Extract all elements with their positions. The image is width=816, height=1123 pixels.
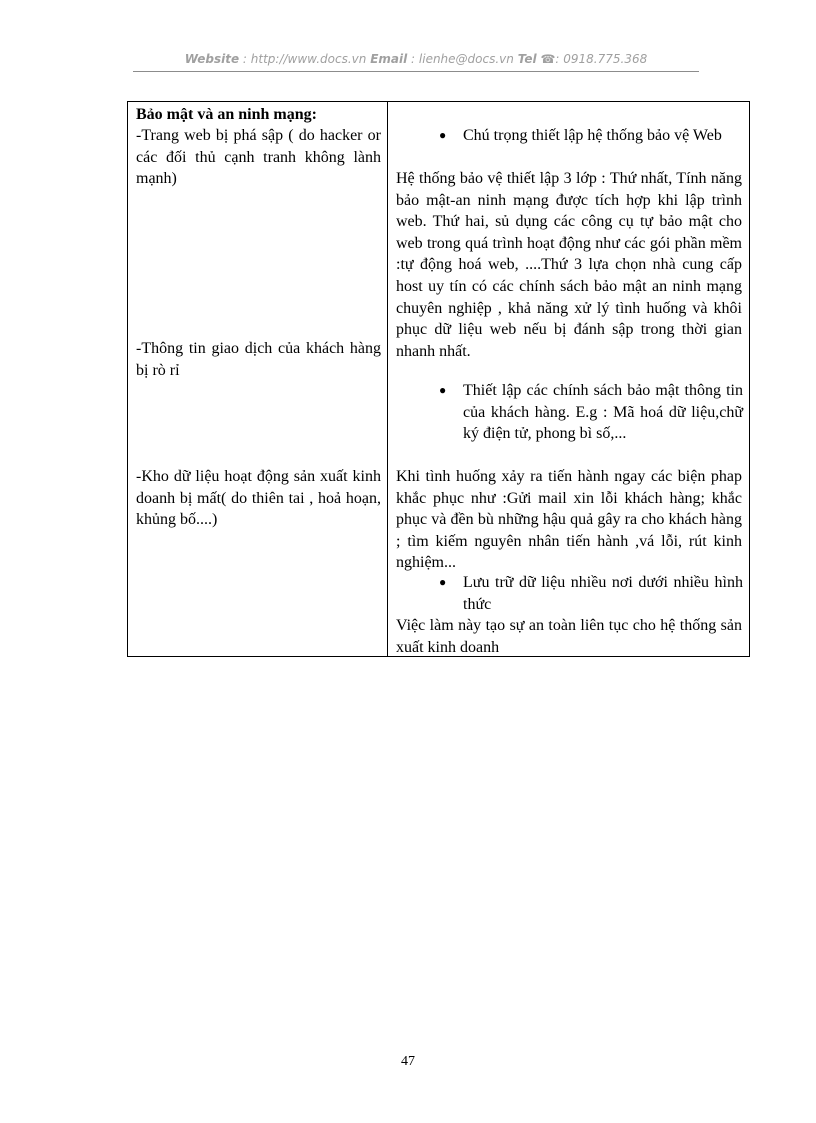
protection-paragraph [396,168,742,362]
bullet-icon: ● [439,383,447,397]
bullet-text-backup: Lưu trữ dữ liệu nhiều nơi dưới nhiều hình thức [463,574,743,613]
page-header [133,52,699,70]
risk-item-data-loss: -Kho dữ liệu hoạt động sản xuất kinh doanh bị mất( do thiên tai , hoả hoạn, khủng bố....) [136,468,381,529]
incident-paragraph [396,466,742,574]
table-right-column [388,102,749,656]
email-label: Email [370,52,408,66]
incident-text: Khi tình huống xảy ra tiến hành ngay các biện phap khắc phục như :Gửi mail xin lỗi khách hàng; khắc phục và đền bù những hậu quả gây ra cho khách hàng ; tìm kiếm nguyên nhân tiến hành ,vá lỗi, rút kinh nghiệm... [396,468,742,572]
website-value: : http://www.docs.vn [242,52,367,66]
page-number: 47 [401,1054,415,1069]
tel-label: Tel [517,52,537,66]
risk-item-website-crash: -Trang web bị phá sập ( do hacker or các đối thủ cạnh tranh không lành mạnh) [136,127,381,188]
bullet-icon: ● [439,575,447,589]
header-rule [133,71,699,72]
email-value: : lienhe@docs.vn [411,52,514,66]
website-label: Website [184,52,240,66]
continuity-paragraph [396,615,742,658]
continuity-text: Việc làm này tạo sự an toàn liên tục cho hệ thống sản xuất kinh doanh [396,617,742,656]
table-left-column [128,102,388,656]
bullet-item [439,125,743,147]
bullet-item [439,380,743,445]
content-table [127,101,750,657]
tel-value: : 0918.775.368 [555,52,648,66]
protection-text: Hệ thống bảo vệ thiết lập 3 lớp : Thứ nhất, Tính năng bảo mật-an ninh mạng được tích hợp khi lập trình web. Thứ hai, sủ dụng các công cụ tự bảo mật cho web trong quá trình hoạt động như các gói phần mềm :tự động hoá web, ....Thứ 3 lựa chọn nhà cung cấp host uy tín có các chính sách bảo mật an ninh mạng chuyên nghiệp , khả năng xử lý tình huống và khôi phục dữ liệu web nếu bị đánh sập trong thời gian nhanh nhất. [396,170,742,360]
risk-item-data-leak: -Thông tin giao dịch của khách hàng bị rò rỉ [136,340,381,379]
bullet-icon: ● [439,128,447,142]
phone-icon: ☎ [540,52,556,66]
section-title: Bảo mật và an ninh mạng: [136,106,317,123]
bullet-item [439,572,743,615]
bullet-text-privacy: Thiết lập các chính sách bảo mật thông tin của khách hàng. E.g : Mã hoá dữ liệu,chữ ký điện tử, phong bì số,... [463,382,743,443]
bullet-text-protection: Chú trọng thiết lập hệ thống bảo vệ Web [463,127,722,144]
